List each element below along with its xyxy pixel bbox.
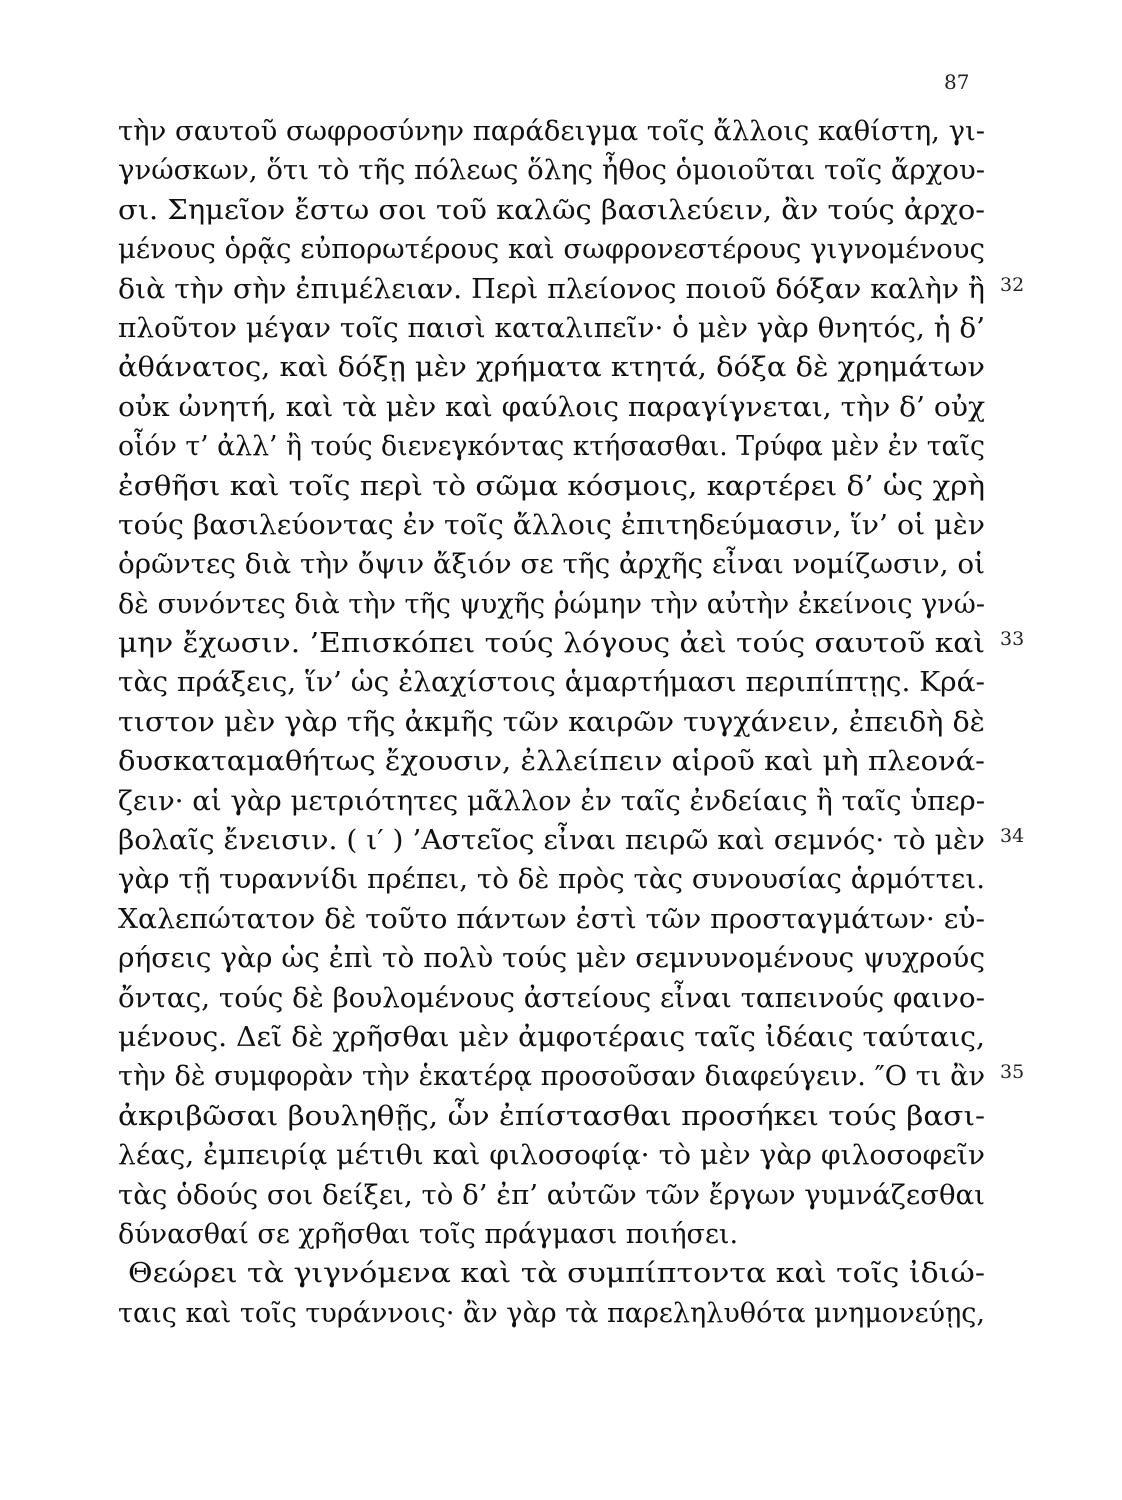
text-line [0,979,1122,1018]
section-number: 35 [1000,1061,1025,1084]
line-text: ἀκριβῶσαι βουληθῇς, ὧν ἐπίστασθαι προσήκει τούς βασι- [118,1100,985,1132]
text-line [0,112,1122,151]
text-line [0,545,1122,584]
line-text: τούς βασιλεύοντας ἐν τοῖς ἄλλοις ἐπιτηδεύμασιν, ἵν’ οἱ μὲν [118,509,985,541]
line-text: τὰς ὁδούς σοι δείξει, τὸ δ’ ἐπ’ αὐτῶν τῶν ἔργων γυμνάζεσθαι [118,1179,985,1211]
text-line [0,1057,1122,1096]
section-number: 32 [1000,273,1025,296]
text-line [0,1136,1122,1175]
line-text: ὄντας, τούς δὲ βουλομένους ἀστείους εἶναι ταπεινούς φαινο- [118,982,985,1014]
text-line [0,585,1122,624]
text-line [0,782,1122,821]
text-line [0,624,1122,663]
text-line [0,151,1122,190]
line-text: τιστον μὲν γὰρ τῆς ἀκμῆς τῶν καιρῶν τυγχάνειν, ἐπειδὴ δὲ [118,706,985,738]
text-line [0,1097,1122,1136]
line-text: τὴν δὲ συμφορὰν τὴν ἑκατέρᾳ προσοῦσαν διαφεύγειν. ″Ο τι ἂν [118,1061,986,1093]
text-line [0,939,1122,978]
line-text: γὰρ τῇ τυραννίδι πρέπει, τὸ δὲ πρὸς τὰς συνουσίας ἁρμόττει. [118,864,985,896]
line-text: δύνασθαί σε χρῆσθαι τοῖς πράγμασι ποιήσει. [118,1218,739,1250]
line-text: γνώσκων, ὅτι τὸ τῆς πόλεως ὅλης ἦθος ὁμοιοῦται τοῖς ἄρχου- [118,155,985,187]
line-text: μένους ὁρᾷς εὐπορωτέρους καὶ σωφρονεστέρους γιγνομένους [118,234,985,266]
line-text: σι. Σημεῖον ἔστω σοι τοῦ καλῶς βασιλεύειν, ἂν τούς ἀρχο- [118,194,986,226]
text-line [0,270,1122,309]
text-line [0,703,1122,742]
text-line [0,348,1122,387]
text-line [0,860,1122,899]
text-line [0,388,1122,427]
line-text: μην ἔχωσιν. ’Επισκόπει τούς λόγους ἀεὶ τούς σαυτοῦ καὶ [118,628,985,660]
line-text: οὐκ ὠνητή, καὶ τὰ μὲν καὶ φαύλοις παραγίγνεται, τὴν δ’ οὐχ [118,391,985,423]
text-line [0,191,1122,230]
text-line [0,1018,1122,1057]
line-text: Θεώρει τὰ γιγνόμενα καὶ τὰ συμπίπτοντα καὶ τοῖς ἰδιώ- [128,1258,985,1290]
text-line [0,821,1122,860]
line-text: ἐσθῆσι καὶ τοῖς περὶ τὸ σῶμα κόσμοις, καρτέρει δ’ ὡς χρὴ [118,470,985,502]
text-line [0,230,1122,269]
line-text: ζειν· αἱ γὰρ μετριότητες μᾶλλον ἐν ταῖς ἐνδείαις ἢ ταῖς ὑπερ- [118,785,985,817]
text-line [0,506,1122,545]
text-line [0,742,1122,781]
line-text: οἷόν τ’ ἀλλ’ ἢ τούς διενεγκόντας κτήσασθαι. Τρύφα μὲν ἐν ταῖς [118,431,985,463]
text-line [0,1254,1122,1293]
text-line [0,1176,1122,1215]
line-text: τὴν σαυτοῦ σωφροσύνην παράδειγμα τοῖς ἄλλοις καθίστη, γι- [118,116,985,147]
line-text: Χαλεπώτατον δὲ τοῦτο πάντων ἐστὶ τῶν προσταγμάτων· εὑ- [118,903,985,935]
text-line [0,663,1122,702]
page-number: 87 [944,70,970,94]
line-text: ἀθάνατος, καὶ δόξῃ μὲν χρήματα κτητά, δόξα δὲ χρημάτων [118,352,986,384]
greek-text-body [0,112,1122,1333]
text-line [0,467,1122,506]
line-text: δὲ συνόντες διὰ τὴν τῆς ψυχῆς ῥώμην τὴν αὐτὴν ἐκείνοις γνώ- [118,588,985,620]
line-text: τὰς πράξεις, ἵν’ ὡς ἐλαχίστοις ἁμαρτήμασι περιπίπτῃς. Κρά- [118,667,985,699]
line-text: μένους. Δεῖ δὲ χρῆσθαι μὲν ἀμφοτέραις ταῖς ἰδέαις ταύταις, [118,1021,985,1053]
section-number: 33 [1000,628,1025,651]
text-line [0,900,1122,939]
line-text: ρήσεις γὰρ ὡς ἐπὶ τὸ πολὺ τούς μὲν σεμνυνομένους ψυχρούς [118,943,986,975]
line-text: δυσκαταμαθήτως ἔχουσιν, ἐλλείπειν αἱροῦ καὶ μὴ πλεονά- [118,746,986,778]
line-text: ταις καὶ τοῖς τυράννοις· ἂν γὰρ τὰ παρεληλυθότα μνημονεύῃς, [118,1297,986,1329]
line-text: βολαῖς ἔνεισιν. ( ι′ ) ’Αστεῖος εἶναι πειρῶ καὶ σεμνός· τὸ μὲν [118,825,986,857]
line-text: ὁρῶντες διὰ τὴν ὄψιν ἄξιόν σε τῆς ἀρχῆς εἶναι νομίζωσιν, οἱ [118,549,985,581]
line-text: λέας, ἐμπειρίᾳ μέτιθι καὶ φιλοσοφίᾳ· τὸ μὲν γὰρ φιλοσοφεῖν [118,1140,985,1172]
text-line [0,1294,1122,1333]
line-text: πλοῦτον μέγαν τοῖς παισὶ καταλιπεῖν· ὁ μὲν γὰρ θνητός, ἡ δ’ [118,312,985,344]
text-line [0,427,1122,466]
text-line [0,1215,1122,1254]
text-line [0,309,1122,348]
line-text: διὰ τὴν σὴν ἐπιμέλειαν. Περὶ πλείονος ποιοῦ δόξαν καλὴν ἢ [118,273,985,305]
section-number: 34 [1000,825,1025,848]
